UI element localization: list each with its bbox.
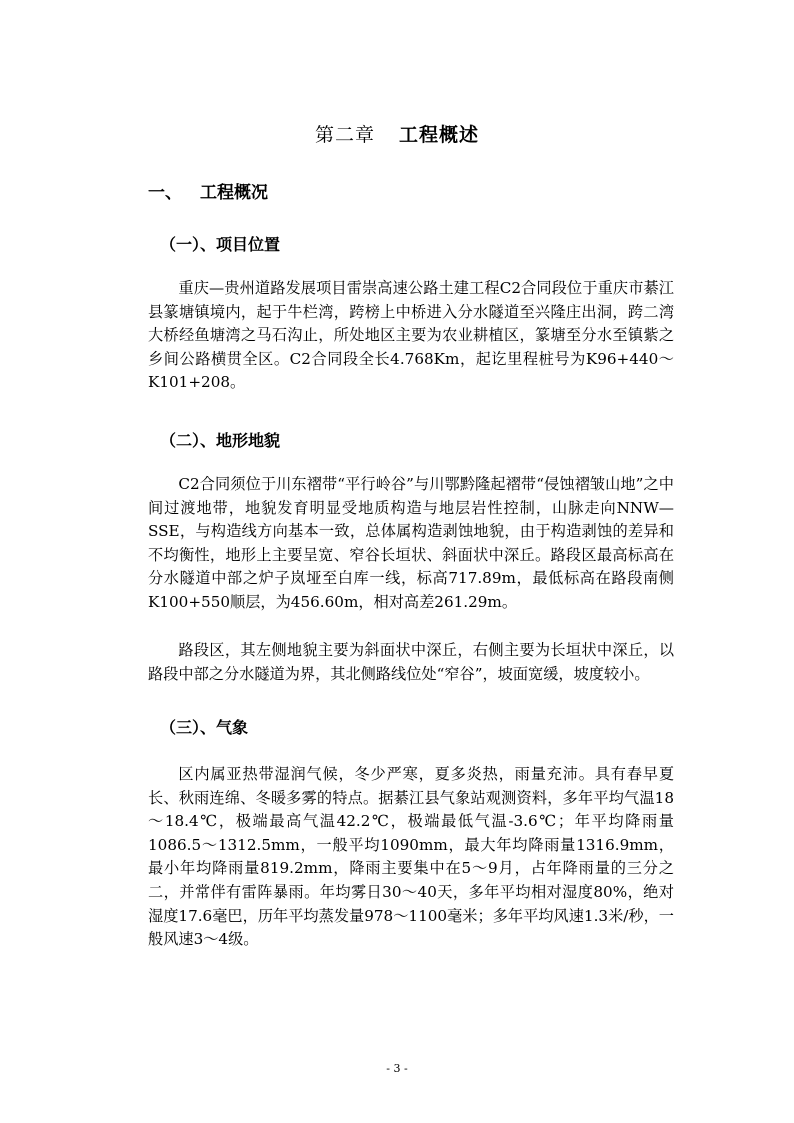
section-title: 工程概况 xyxy=(200,183,268,203)
chapter-title xyxy=(0,120,794,147)
subsection-heading-terrain: （二）、地形地貌 xyxy=(160,431,281,450)
paragraph-climate: 区内属亚热带湿润气候，冬少严寒，夏多炎热，雨量充沛。具有春早夏长、秋雨连绵、冬暖多雾的特点。据綦江县气象站观测资料，多年平均气温18～18.4℃，极端最高气温42.2℃，极端最低气温-3.6℃；年平均降雨量1086.5～1312.5mm，一般平均1090mm，最大年均降雨量1316.9mm，最小年均降雨量819.2mm，降雨主要集中在5～9月，占年降雨量的三分之二，并常伴有雷阵暴雨。年均雾日30～40天，多年平均相对湿度80%，绝对湿度17.6毫巴，历年平均蒸发量978～1100毫米；多年平均风速1.3米/秒，一般风速3～4级。 xyxy=(148,765,674,949)
subsection-heading-location: （一）、项目位置 xyxy=(160,235,281,254)
chapter-name: 工程概述 xyxy=(399,124,480,146)
subsection-heading-climate: （三）、气象 xyxy=(160,718,249,737)
paragraph-location: 重庆—贵州道路发展项目雷崇高速公路土建工程C2合同段位于重庆市綦江县篆塘镇境内，起于牛栏湾，跨榜上中桥进入分水隧道至兴隆庄出洞，跨二湾大桥经鱼塘湾之马石沟止，所处地区主要为农业耕植区，篆塘至分水至镇紫之乡间公路横贯全区。C2合同段全长4.768Km，起讫里程桩号为K96+440～K101+208。 xyxy=(148,279,674,392)
section-number: 一、 xyxy=(148,183,182,203)
section-heading xyxy=(148,178,268,203)
chapter-number: 第二章 xyxy=(314,124,375,146)
paragraph-terrain-2: 路段区，其左侧地貌主要为斜面状中深丘，右侧主要为长垣状中深丘，以路段中部之分水隧道为界，其北侧路线位处“窄谷”，坡面宽缓，坡度较小。 xyxy=(148,641,674,683)
page-number: - 3 - xyxy=(386,1062,408,1075)
paragraph-terrain-1: C2合同须位于川东褶带“平行岭谷”与川鄂黔隆起褶带“侵蚀褶皱山地”之中间过渡地带，地貌发育明显受地质构造与地层岩性控制，山脉走向NNW—SSE，与构造线方向基本一致，总体属构造剥蚀地貌，由于构造剥蚀的差异和不均衡性，地形上主要呈宽、窄谷长垣状、斜面状中深丘。路段区最高标高在分水隧道中部之炉子岚垭至白库一线，标高717.89m，最低标高在路段南侧K100+550顺层，为456.60m，相对高差261.29m。 xyxy=(148,475,674,611)
